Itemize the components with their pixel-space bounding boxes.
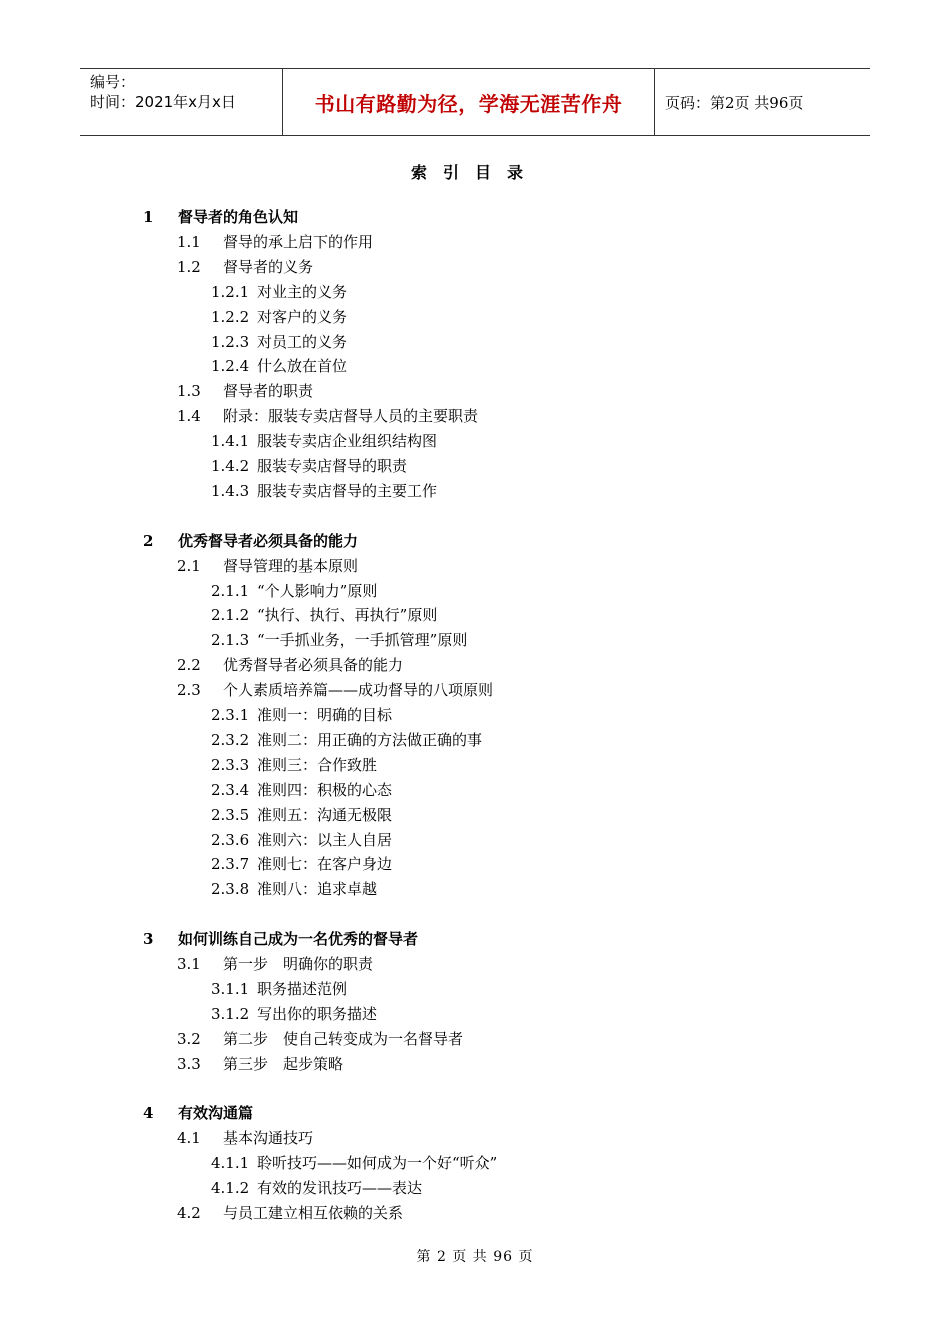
toc-entry-number: 3: [143, 930, 154, 949]
toc-entry-title: 督导者的义务: [223, 257, 314, 276]
header-page-cell: [655, 69, 870, 135]
toc-entry-title: “个人影响力”原则: [257, 581, 378, 600]
toc-entry-number: 1.2.2: [211, 307, 250, 326]
toc-entry-number: 3.1.2: [211, 1004, 250, 1023]
toc-entry-number: 4.1.2: [211, 1179, 250, 1198]
toc-subsection: [211, 307, 347, 327]
toc-entry-title: “一手抓业务，一手抓管理”原则: [257, 631, 468, 650]
toc-subsection: [211, 1153, 497, 1173]
toc-entry-number: 1.4.2: [211, 457, 250, 475]
toc-entry-number: 2.3: [177, 681, 201, 700]
toc-entry-title: 服装专卖店企业组织结构图: [257, 432, 438, 451]
header-motto-cell: [282, 69, 655, 135]
toc-subsection: [211, 431, 437, 451]
toc-entry-number: 3.1: [177, 955, 201, 973]
toc-entry-number: 4: [143, 1104, 154, 1123]
toc-entry-title: 个人素质培养篇——成功督导的八项原则: [223, 681, 494, 700]
toc-entry-title: 聆听技巧——如何成为一个好“听众”: [257, 1154, 498, 1173]
toc-subsection: [211, 481, 437, 501]
toc-entry-title: 对业主的义务: [257, 282, 348, 301]
toc-entry-number: 4.1: [177, 1129, 201, 1148]
toc-entry-number: 2.1.1: [211, 581, 250, 600]
toc-subsection: [211, 332, 347, 352]
toc-entry-title: 附录：服装专卖店督导人员的主要职责: [223, 407, 479, 426]
toc-subsection: [211, 854, 392, 874]
toc-entry-number: 4.2: [177, 1204, 201, 1222]
toc-entry-title: 准则四：积极的心态: [257, 780, 393, 799]
toc-entry-title: 准则一：明确的目标: [257, 706, 393, 724]
toc-entry-number: 2.3.7: [211, 855, 250, 874]
toc-entry-title: 优秀督导者必须具备的能力: [178, 531, 359, 550]
toc-entry-title: 服装专卖店督导的主要工作: [257, 481, 438, 500]
toc-entry-number: 1.2.3: [211, 332, 250, 351]
toc-entry-number: 1: [143, 208, 154, 226]
toc-section: [177, 381, 313, 401]
toc-chapter: [143, 1103, 253, 1123]
toc-subsection: [211, 705, 392, 725]
toc-entry-number: 2.3.6: [211, 830, 250, 849]
toc-chapter: [143, 531, 358, 551]
toc-entry-number: 3.1.1: [211, 979, 250, 998]
toc-entry-number: 2.2: [177, 656, 201, 675]
toc-entry-number: 2.1.3: [211, 631, 250, 650]
toc-entry-number: 1.2.1: [211, 282, 250, 301]
toc-entry-number: 1.4.3: [211, 481, 250, 500]
header-left-cell: [80, 69, 282, 135]
toc-entry-title: 准则五：沟通无极限: [257, 805, 393, 824]
toc-subsection: [211, 605, 437, 625]
toc-chapter: [143, 207, 298, 227]
toc-subsection: [211, 282, 347, 302]
toc-entry-number: 2.3.8: [211, 880, 250, 899]
toc-entry-number: 2.3.3: [211, 755, 250, 774]
toc-section: [177, 680, 493, 700]
toc-entry-title: 第一步 明确你的职责: [223, 955, 374, 973]
toc-entry-title: 督导的承上启下的作用: [223, 232, 374, 251]
toc-entry-title: 准则三：合作致胜: [257, 755, 378, 774]
motto-text: 书山有路勤为径，学海无涯苦作舟: [314, 91, 623, 116]
toc-entry-number: 1.4: [177, 407, 201, 426]
toc-subsection: [211, 755, 377, 775]
toc-section: [177, 232, 373, 252]
toc-entry-number: 4.1.1: [211, 1154, 250, 1173]
toc-section: [177, 1029, 463, 1049]
toc-subsection: [211, 830, 392, 850]
toc-entry-title: 督导管理的基本原则: [223, 556, 359, 575]
toc-entry-title: 准则六：以主人自居: [257, 830, 393, 849]
toc-entry-title: 第三步 起步策略: [223, 1054, 344, 1073]
page-info: 页码：第2页 共96页: [665, 93, 804, 112]
toc-entry-title: 准则七：在客户身边: [257, 855, 393, 874]
toc-entry-title: “执行、执行、再执行”原则: [257, 606, 438, 625]
toc-entry-title: 服装专卖店督导的职责: [257, 457, 408, 475]
toc-entry-title: 职务描述范例: [257, 979, 348, 998]
toc-section: [177, 655, 403, 675]
toc-section: [177, 1128, 313, 1148]
toc-entry-title: 什么放在首位: [257, 357, 348, 376]
toc-section: [177, 257, 313, 277]
toc-entry-title: 有效的发讯技巧——表达: [257, 1179, 423, 1198]
toc-subsection: [211, 1004, 377, 1024]
toc-subsection: [211, 1178, 422, 1198]
toc-entry-number: 1.3: [177, 382, 201, 401]
date-line: 时间：2021年x月x日: [90, 93, 236, 111]
toc-chapter: [143, 929, 418, 949]
toc-section: [177, 1203, 403, 1223]
toc-section: [177, 406, 478, 426]
toc-entry-number: 2.3.5: [211, 805, 250, 824]
toc-entry-number: 3.2: [177, 1029, 201, 1048]
toc-subsection: [211, 730, 482, 750]
toc-section: [177, 954, 373, 974]
toc-entry-title: 第二步 使自己转变成为一名督导者: [223, 1029, 464, 1048]
toc-subsection: [211, 456, 407, 476]
toc-entry-title: 对员工的义务: [257, 332, 348, 351]
toc-subsection: [211, 630, 467, 650]
toc-subsection: [211, 805, 392, 825]
toc-entry-number: 2.1: [177, 556, 201, 575]
toc-entry-title: 基本沟通技巧: [223, 1129, 314, 1148]
toc-entry-number: 1.2: [177, 257, 201, 276]
toc-entry-title: 有效沟通篇: [178, 1104, 254, 1123]
toc-entry-title: 对客户的义务: [257, 307, 348, 326]
toc-entry-number: 2: [143, 531, 154, 550]
toc-title: 索引目录: [410, 163, 539, 182]
toc-subsection: [211, 780, 392, 800]
toc-entry-number: 1.4.1: [211, 432, 250, 451]
toc-entry-title: 与员工建立相互依赖的关系: [223, 1204, 404, 1222]
toc-subsection: [211, 356, 347, 376]
toc-entry-number: 2.3.1: [211, 706, 250, 724]
toc-subsection: [211, 879, 377, 899]
page-footer: 第 2 页 共 96 页: [416, 1249, 534, 1265]
toc-entry-title: 督导者的职责: [223, 382, 314, 401]
code-label: 编号：: [90, 73, 136, 91]
toc-subsection: [211, 979, 347, 999]
toc-entry-title: 准则八：追求卓越: [257, 880, 378, 899]
toc-entry-number: 1.2.4: [211, 357, 250, 376]
toc-entry-number: 2.3.2: [211, 730, 250, 749]
toc-entry-number: 2.1.2: [211, 606, 250, 625]
toc-entry-title: 督导者的角色认知: [178, 208, 299, 226]
document-header: [80, 68, 870, 136]
toc-subsection: [211, 581, 377, 601]
toc-entry-number: 3.3: [177, 1054, 201, 1073]
toc-entry-number: 1.1: [177, 232, 201, 251]
toc-section: [177, 1054, 343, 1074]
toc-entry-title: 优秀督导者必须具备的能力: [223, 656, 404, 675]
toc-section: [177, 556, 358, 576]
toc-entry-title: 如何训练自己成为一名优秀的督导者: [178, 930, 419, 949]
toc-entry-title: 准则二：用正确的方法做正确的事: [257, 730, 483, 749]
toc-entry-number: 2.3.4: [211, 780, 250, 799]
toc-entry-title: 写出你的职务描述: [257, 1004, 378, 1023]
